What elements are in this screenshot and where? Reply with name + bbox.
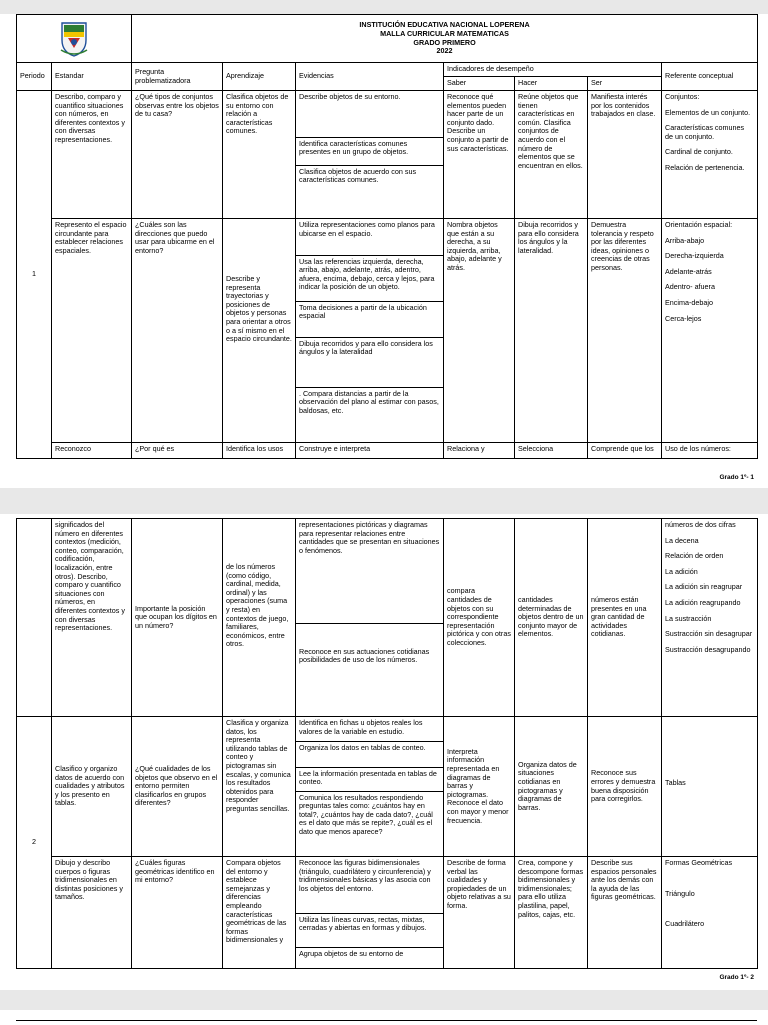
evidencia-item: Usa las referencias izquierda, derecha, arriba, abajo, adelante, atrás, adentro, afuera, encima, debajo, cerca y lejos, para indicar la posición de un objeto. bbox=[296, 255, 443, 301]
evidencia-item: Agrupa objetos de su entorno de bbox=[299, 948, 404, 958]
evidencias-cell bbox=[296, 519, 444, 717]
col-header-periodo: Periodo bbox=[17, 63, 52, 91]
evidencias-cell: Construye e interpreta bbox=[296, 443, 444, 459]
referente-item: Adelante-atrás bbox=[665, 266, 712, 276]
page-gap bbox=[0, 990, 768, 1010]
hacer-cell: Reúne objetos que tienen características en común. Clasifica conjuntos de acuerdo con el número de elementos que se encuentran en ellos. bbox=[515, 91, 588, 219]
evidencia-item: Dibuja recorridos y para ello considera los ángulos y la lateralidad bbox=[296, 337, 443, 387]
referente-cell bbox=[662, 519, 758, 717]
referente-item: Tablas bbox=[665, 777, 686, 787]
aprendizaje-cell: Identifica los usos bbox=[223, 443, 296, 459]
saber-cell: Relaciona y bbox=[444, 443, 515, 459]
ser-cell: Comprende que los bbox=[588, 443, 662, 459]
referente-item: Cardinal de conjunto. bbox=[665, 147, 733, 157]
evidencia-item: Identifica en fichas u objetos reales los valores de la variable en estudio. bbox=[296, 717, 443, 741]
saber-cell: Interpreta información representada en diagramas de barras y pictogramas. Reconoce el dato con mayor y menor frecuencia. bbox=[444, 717, 515, 857]
referente-item: Triángulo bbox=[665, 888, 695, 898]
referente-item: Orientación espacial: bbox=[665, 220, 733, 229]
evidencia-item: Organiza los datos en tablas de conteo. bbox=[296, 741, 443, 767]
col-header-aprendizaje: Aprendizaje bbox=[223, 63, 296, 91]
referente-item: La adición sin reagrupar bbox=[665, 582, 743, 592]
referente-item: Arriba-abajo bbox=[665, 235, 705, 245]
saber-cell: Describe de forma verbal las cualidades y propiedades de un objeto relativas a su forma. bbox=[444, 857, 515, 969]
col-header-saber: Saber bbox=[444, 77, 515, 91]
table-row bbox=[17, 717, 758, 857]
table-row bbox=[17, 219, 758, 443]
periodo-cell: 1 bbox=[17, 91, 52, 459]
saber-cell: Nombra objetos que están a su derecha, a su izquierda, arriba, abajo, adelante y atrás. bbox=[444, 219, 515, 443]
referente-item: números de dos cifras bbox=[665, 520, 736, 529]
periodo-cell: 2 bbox=[17, 717, 52, 969]
referente-item: Relación de pertenencia. bbox=[665, 162, 745, 172]
evidencia-item: representaciones pictóricas y diagramas para representar relaciones entre cantidades que se presentan en situaciones o fenómenos. bbox=[296, 519, 443, 623]
evidencias-cell bbox=[296, 91, 444, 219]
table-row bbox=[17, 443, 758, 459]
document-page-2 bbox=[16, 518, 757, 969]
referente-cell bbox=[662, 91, 758, 219]
referente-item: Cerca-lejos bbox=[665, 313, 702, 323]
pregunta-cell: Importante la posición que ocupan los dígitos en un número? bbox=[132, 519, 223, 717]
hacer-cell: Crea, compone y descompone formas bidimensionales y tridimensionales; para ello utiliza plastilina, papel, palitos, cajas, etc. bbox=[515, 857, 588, 969]
page-gap bbox=[0, 0, 768, 14]
referente-item: Conjuntos: bbox=[665, 92, 700, 101]
aprendizaje-cell: Clasifica objetos de su entorno con relación a características comunes. bbox=[223, 91, 296, 219]
estandar-cell: Represento el espacio circundante para establecer relaciones espaciales. bbox=[52, 219, 132, 443]
col-header-ser: Ser bbox=[588, 77, 662, 91]
page-gap bbox=[0, 488, 768, 514]
referente-item: Elementos de un conjunto. bbox=[665, 107, 751, 117]
evidencia-item: Comunica los resultados respondiendo preguntas tales como: ¿cuántos hay en total?, ¿cuántos hay de cada dato?, ¿cuál es el dato que más se repite?, ¿cuál es el dato que menos aparece? bbox=[299, 792, 433, 836]
institution-name: INSTITUCIÓN EDUCATIVA NACIONAL LOPERENA bbox=[359, 20, 530, 30]
estandar-cell: Describo, comparo y cuantifico situaciones con números, en diferentes contextos y con diversas representaciones. bbox=[52, 91, 132, 219]
table-row bbox=[17, 857, 758, 969]
referente-cell: Uso de los números: bbox=[662, 443, 758, 459]
evidencia-item: Reconoce las figuras bidimensionales (triángulo, cuadrilátero y circunferencia) y tridimensionales básicas y las asocia con los objetos del entorno. bbox=[296, 857, 443, 913]
document-header bbox=[132, 15, 758, 63]
estandar-cell: significados del número en diferentes contextos (medición, conteo, comparación, codificación, localización, entre otros). Describo, comparo y cuantifico situaciones con números, en diferentes contextos y con diversas representaciones. bbox=[52, 519, 132, 717]
document-page-1 bbox=[16, 14, 757, 459]
referente-item: Sustracción desagrupando bbox=[665, 644, 751, 654]
referente-item: La adición bbox=[665, 566, 698, 576]
periodo-cell bbox=[17, 519, 52, 717]
referente-item: La sustracción bbox=[665, 613, 712, 623]
ser-cell: Demuestra tolerancia y respeto por las diferentes ideas, opiniones o creencias de otras personas. bbox=[588, 219, 662, 443]
evidencia-item: Identifica características comunes presentes en un grupo de objetos. bbox=[296, 137, 443, 165]
page-footer: Grado 1º- 1 bbox=[719, 474, 754, 481]
hacer-cell: Selecciona bbox=[515, 443, 588, 459]
curriculum-table bbox=[16, 14, 758, 459]
referente-item: Relación de orden bbox=[665, 551, 724, 561]
evidencia-item: Describe objetos de su entorno. bbox=[296, 91, 443, 137]
col-header-evidencias: Evidencias bbox=[296, 63, 444, 91]
ser-cell: Manifiesta interés por los contenidos trabajados en clase. bbox=[588, 91, 662, 219]
col-header-hacer: Hacer bbox=[515, 77, 588, 91]
evidencia-item: Lee la información presentada en tablas de conteo. bbox=[296, 767, 443, 791]
evidencia-item: Toma decisiones a partir de la ubicación espacial bbox=[296, 301, 443, 337]
estandar-cell: Reconozco bbox=[52, 443, 132, 459]
evidencias-cell bbox=[296, 219, 444, 443]
aprendizaje-cell: Describe y representa trayectorias y posiciones de objetos y personas para orientar a otros o a sí mismo en el espacio circundante. bbox=[223, 219, 296, 443]
pregunta-cell: ¿Cuáles figuras geométricas identifico en mi entorno? bbox=[132, 857, 223, 969]
aprendizaje-cell: Clasifica y organiza datos, los representa utilizando tablas de conteo y pictogramas sin escalas, y comunica los resultados obtenidos para responder preguntas sencillas. bbox=[223, 717, 296, 857]
hacer-cell: Organiza datos de situaciones cotidianas en pictogramas y diagramas de barras. bbox=[515, 717, 588, 857]
pregunta-cell: ¿Qué cualidades de los objetos que observo en el entorno permiten clasificarlos en grupos diferentes? bbox=[132, 717, 223, 857]
referente-item: Sustracción sin desagrupar bbox=[665, 629, 753, 639]
estandar-cell: Dibujo y describo cuerpos o figuras tridimensionales en distintas posiciones y tamaños. bbox=[52, 857, 132, 969]
evidencias-cell bbox=[296, 857, 444, 969]
page-footer: Grado 1º- 2 bbox=[719, 974, 754, 981]
col-header-referente: Referente conceptual bbox=[662, 63, 758, 91]
curriculum-table bbox=[16, 518, 758, 969]
evidencia-item: . Compara distancias a partir de la observación del plano al estimar con pasos, baldosas, etc. bbox=[299, 388, 439, 415]
evidencia-item: Utiliza las líneas curvas, rectas, mixtas, cerradas y abiertas en formas y dibujos. bbox=[296, 913, 443, 947]
referente-cell bbox=[662, 857, 758, 969]
next-page-top-border bbox=[16, 1020, 757, 1025]
year-label: 2022 bbox=[436, 46, 453, 56]
evidencia-item: Reconoce en sus actuaciones cotidianas posibilidades de uso de los números. bbox=[299, 646, 430, 665]
table-row bbox=[17, 91, 758, 219]
school-crest-icon bbox=[59, 20, 89, 58]
estandar-cell: Clasifico y organizo datos de acuerdo con cualidades y atributos y los presento en tablas. bbox=[52, 717, 132, 857]
referente-item: Adentro- afuera bbox=[665, 282, 715, 292]
referente-item: Derecha-izquierda bbox=[665, 251, 724, 261]
ser-cell: Reconoce sus errores y demuestra buena disposición para corregirlos. bbox=[588, 717, 662, 857]
referente-item: La adición reagrupando bbox=[665, 597, 741, 607]
grade-label: GRADO PRIMERO bbox=[413, 37, 476, 47]
document-subtitle: MALLA CURRICULAR MATEMATICAS bbox=[380, 28, 509, 38]
pregunta-cell: ¿Cuáles son las direcciones que puedo usar para ubicarme en el entorno? bbox=[132, 219, 223, 443]
col-header-estandar: Estandar bbox=[52, 63, 132, 91]
ser-cell: Describe sus espacios personales ante los demás con la ayuda de las figuras geométricas. bbox=[588, 857, 662, 969]
saber-cell: compara cantidades de objetos con su correspondiente representación pictórica y con otras colecciones. bbox=[444, 519, 515, 717]
referente-item: La decena bbox=[665, 535, 699, 545]
pregunta-cell: ¿Por qué es bbox=[132, 443, 223, 459]
table-row bbox=[17, 519, 758, 717]
evidencia-item: Clasifica objetos de acuerdo con sus características comunes. bbox=[299, 166, 417, 185]
referente-item: Encima-debajo bbox=[665, 297, 713, 307]
referente-cell bbox=[662, 717, 758, 857]
hacer-cell: cantidades determinadas de objetos dentro de un conjunto mayor de elementos. bbox=[515, 519, 588, 717]
evidencias-cell bbox=[296, 717, 444, 857]
hacer-cell: Dibuja recorridos y para ello considera los ángulos y la lateralidad. bbox=[515, 219, 588, 443]
ser-cell: números están presentes en una gran cantidad de actividades cotidianas. bbox=[588, 519, 662, 717]
col-header-pregunta: Pregunta problematizadora bbox=[132, 63, 223, 91]
referente-item: Formas Geométricas bbox=[665, 858, 733, 867]
saber-cell: Reconoce qué elementos pueden hacer parte de un conjunto dado. Describe un conjunto a partir de sus características. bbox=[444, 91, 515, 219]
referente-item: Cuadrilátero bbox=[665, 919, 705, 929]
evidencia-item: Utiliza representaciones como planos para ubicarse en el espacio. bbox=[296, 219, 443, 255]
referente-item: Características comunes de un conjunto. bbox=[665, 123, 745, 141]
col-header-indicadores: Indicadores de desempeño bbox=[444, 63, 662, 77]
aprendizaje-cell: Compara objetos del entorno y establece semejanzas y diferencias empleando características geométricas de las formas bidimensionales y bbox=[223, 857, 296, 969]
referente-cell bbox=[662, 219, 758, 443]
logo-cell bbox=[17, 15, 132, 63]
aprendizaje-cell: de los números (como código, cardinal, medida, ordinal) y las operaciones (suma y resta) en contextos de juego, familiares, económicos, entre otros. bbox=[223, 519, 296, 717]
pregunta-cell: ¿Qué tipos de conjuntos observas entre los objetos de tu casa? bbox=[132, 91, 223, 219]
